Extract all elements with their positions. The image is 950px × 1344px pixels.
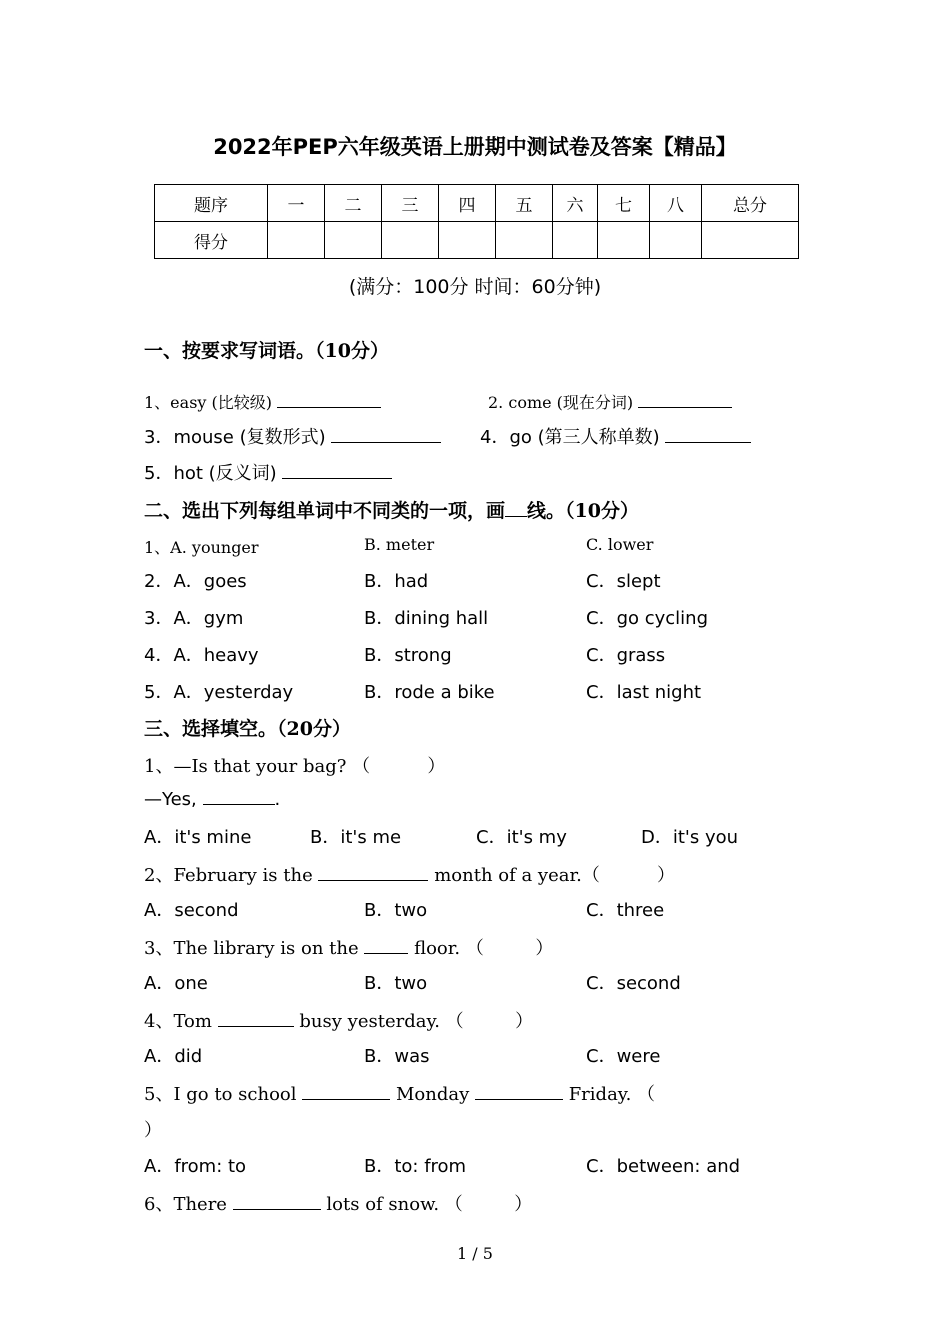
s2-row3-b: B．dining hall (364, 608, 489, 629)
section-2-score: （10分） (565, 500, 639, 522)
s3-q1: 1、—Is that your bag? （ ） (144, 756, 446, 777)
s3-q5-paren-close: ） (144, 1120, 162, 1141)
answer-blank[interactable] (638, 390, 732, 408)
s3-q2-text-b: month of a year.（ ） (428, 865, 676, 886)
s3-q4-text-a: 4、Tom (144, 1011, 218, 1032)
page-number: 1 / 5 (457, 1244, 493, 1263)
answer-blank[interactable] (665, 425, 751, 443)
answer-blank[interactable] (282, 461, 392, 479)
s1-q3 (144, 423, 441, 449)
answer-blank[interactable] (302, 1082, 390, 1100)
s3-q6-text-a: 6、There (144, 1194, 233, 1215)
answer-blank[interactable] (277, 390, 381, 408)
s3-q2-text-a: 2、February is the (144, 865, 319, 886)
s3-q1-opt-d: D．it's you (641, 827, 739, 848)
exam-meta: (满分：100分 时间：60分钟) (348, 276, 602, 298)
score-cell: 总分 (702, 185, 799, 222)
s3-q3-text-a: 3、The library is on the (144, 938, 365, 959)
s3-q2-opt-b: B．two (364, 900, 428, 921)
score-cell: 题序 (155, 185, 268, 222)
score-input-cell[interactable] (553, 222, 598, 259)
score-cell: 五 (496, 185, 553, 222)
score-input-cell[interactable] (439, 222, 496, 259)
s2-row1-c: C. lower (586, 535, 654, 554)
answer-blank[interactable] (475, 1082, 563, 1100)
answer-blank[interactable] (364, 936, 408, 954)
section-3-title: 三、选择填空。 (144, 718, 278, 740)
s3-q4-opt-b: B．was (364, 1046, 430, 1067)
answer-blank[interactable] (233, 1192, 321, 1210)
s1-q5-text: 5．hot (反义词) (144, 463, 283, 484)
s3-q4-opt-a: A．did (144, 1046, 203, 1067)
s2-row4-c: C．grass (586, 645, 666, 666)
s3-q3-text-b: floor. （ ） (408, 938, 554, 959)
score-input-cell[interactable] (496, 222, 553, 259)
answer-blank[interactable] (218, 1009, 294, 1027)
s3-q2-opt-a: A．second (144, 900, 239, 921)
score-input-cell[interactable] (650, 222, 702, 259)
s2-row2-a: 2．A．goes (144, 571, 247, 592)
s2-row5-b: B．rode a bike (364, 682, 495, 703)
s3-q3-opt-a: A．one (144, 973, 208, 994)
score-row-label: 得分 (155, 222, 268, 259)
score-table-header-row (155, 185, 799, 222)
score-table (154, 184, 799, 259)
score-input-cell[interactable] (702, 222, 799, 259)
s3-q5-text-b: Monday (390, 1084, 475, 1105)
score-input-cell[interactable] (382, 222, 439, 259)
score-cell: 四 (439, 185, 496, 222)
s3-q1-reply: —Yes, . (144, 789, 281, 810)
s3-q6-text-b: lots of snow. （ ） (320, 1194, 533, 1215)
section-3-heading (144, 714, 351, 741)
s1-q4-text: 4．go (第三人称单数) (480, 427, 666, 448)
s3-q5-text-a: 5、I go to school (144, 1084, 303, 1105)
s3-q2-opt-c: C．three (586, 900, 665, 921)
s3-q5-opt-a: A．from: to (144, 1156, 247, 1177)
section-1-heading (144, 336, 389, 363)
page-title: 2022年PEP六年级英语上册期中测试卷及答案【精品】 (213, 135, 737, 159)
score-cell: 三 (382, 185, 439, 222)
s2-row1-b: B. meter (364, 535, 435, 554)
s2-row4-b: B．strong (364, 645, 452, 666)
s1-q4 (480, 423, 751, 449)
s1-q1-text: 1、easy (比较级) (144, 393, 278, 412)
s3-q3-opt-b: B．two (364, 973, 428, 994)
s2-row2-c: C．slept (586, 571, 661, 592)
score-cell: 七 (598, 185, 650, 222)
s1-q1 (144, 390, 381, 413)
score-cell: 八 (650, 185, 702, 222)
section-1-score: （10分） (315, 340, 389, 362)
score-cell: 二 (325, 185, 382, 222)
s2-row2-b: B．had (364, 571, 429, 592)
score-input-cell[interactable] (598, 222, 650, 259)
score-cell: 一 (268, 185, 325, 222)
s3-q1-reply-text: —Yes, (144, 789, 203, 810)
score-input-cell[interactable] (268, 222, 325, 259)
s3-q4-opt-c: C．were (586, 1046, 661, 1067)
s3-q5-opt-b: B．to: from (364, 1156, 467, 1177)
s3-q2 (144, 861, 675, 887)
s2-row5-c: C．last night (586, 682, 702, 703)
s3-q5-opt-c: C．between: and (586, 1156, 741, 1177)
section-2-heading (144, 496, 639, 523)
answer-blank[interactable] (318, 863, 428, 881)
s3-q5-text-c: Friday. （ (562, 1084, 656, 1105)
s2-row4-a: 4．A．heavy (144, 645, 259, 666)
s3-q4 (144, 1007, 533, 1033)
s3-q6 (144, 1190, 532, 1216)
score-input-cell[interactable] (325, 222, 382, 259)
section-2-title: 二、选出下列每组单词中不同类的一项，画 (144, 500, 506, 522)
answer-blank[interactable] (331, 425, 441, 443)
s3-q3-opt-c: C．second (586, 973, 681, 994)
s3-q1-opt-a: A．it's mine (144, 827, 252, 848)
s3-q4-text-b: busy yesterday. （ ） (293, 1011, 534, 1032)
s2-row5-a: 5．A．yesterday (144, 682, 294, 703)
section-2-title-end: 线。 (527, 500, 566, 522)
s3-q5 (144, 1080, 655, 1106)
s1-q2-text: 2. come (现在分词) (488, 393, 639, 412)
s1-q5 (144, 459, 392, 485)
s3-q1-opt-c: C．it's my (476, 827, 567, 848)
s2-row3-c: C．go cycling (586, 608, 709, 629)
answer-blank[interactable] (203, 787, 275, 805)
s2-row1-a: 1、A. younger (144, 538, 259, 557)
s1-q2 (488, 390, 732, 413)
section-3-score: （20分） (277, 718, 351, 740)
score-table-score-row (155, 222, 799, 259)
s3-q3 (144, 934, 553, 960)
s3-q1-opt-b: B．it's me (310, 827, 402, 848)
score-cell: 六 (553, 185, 598, 222)
underline-mark (505, 498, 527, 517)
s2-row3-a: 3．A．gym (144, 608, 244, 629)
s1-q3-text: 3．mouse (复数形式) (144, 427, 332, 448)
section-1-title: 一、按要求写词语。 (144, 340, 316, 362)
